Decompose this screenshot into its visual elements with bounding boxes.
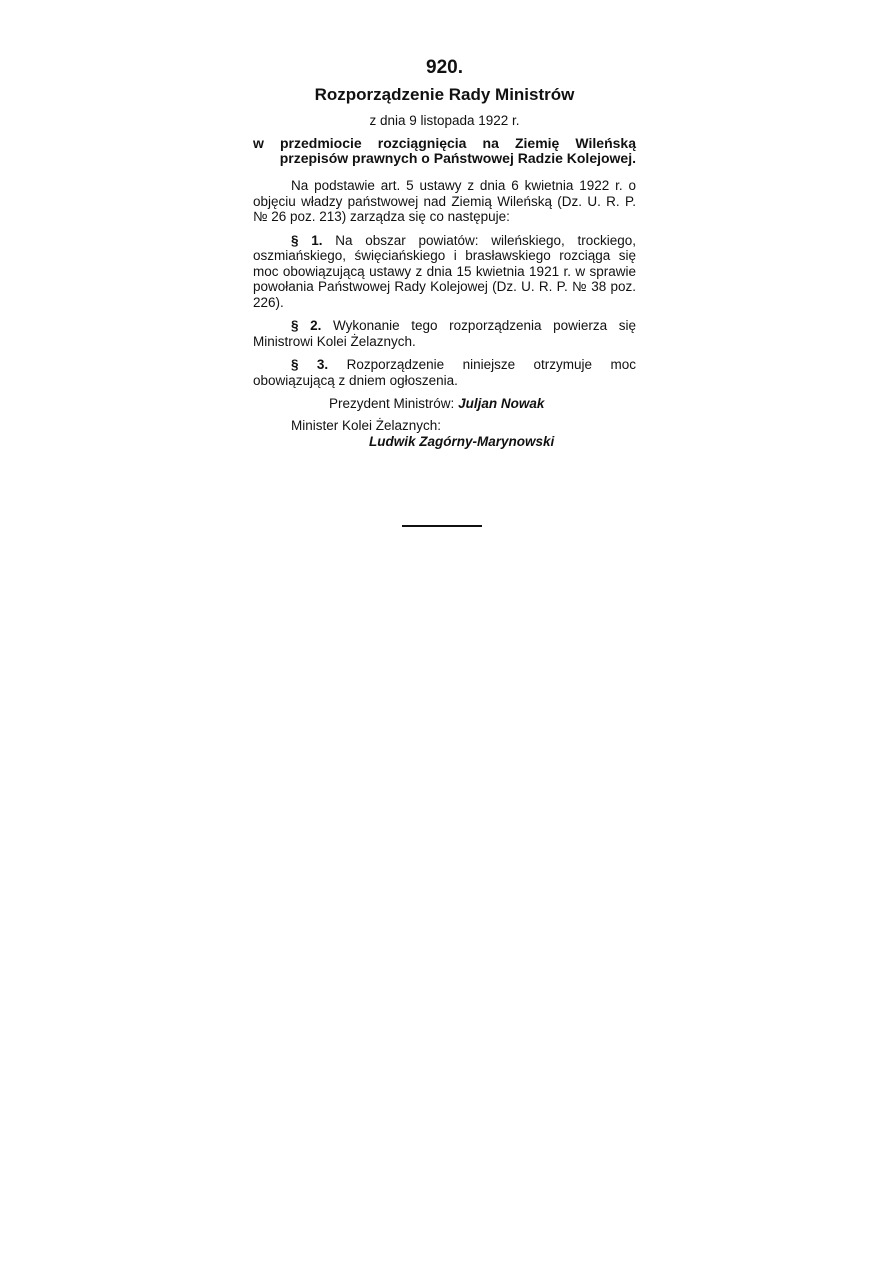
section-2-label: § 2.	[291, 318, 322, 333]
document-number: 920.	[426, 57, 463, 78]
section-2	[253, 318, 636, 349]
prime-minister-signature	[253, 396, 636, 412]
section-1-text: Na obszar powiatów: wileńskiego, trockiego, oszmiańskiego, święciańskiego i brasławskiego rozciąga się moc obowiązującą ustawy z dnia 15 kwietnia 1921 r. w sprawie powołania Państwowej Rady Kolejowej (Dz. U. R. P. № 38 poz. 226).	[253, 232, 636, 310]
preamble-paragraph	[253, 178, 636, 225]
closing-divider	[402, 525, 482, 527]
document-subject: w przedmiocie rozciągnięcia na Ziemię Wileńską przepisów prawnych o Państwowej Radzie Kolejowej.	[253, 135, 636, 166]
prime-minister-title: Prezydent Ministrów:	[329, 396, 455, 411]
section-3-label: § 3.	[291, 357, 329, 372]
minister-title-line	[253, 418, 636, 434]
document-date: z dnia 9 listopada 1922 r.	[369, 113, 520, 128]
preamble-text: Na podstawie art. 5 ustawy z dnia 6 kwietnia 1922 r. o objęciu władzy państwowej nad Ziemią Wileńską (Dz. U. R. P. № 26 poz. 213) zarządza się co następuje:	[253, 178, 636, 224]
section-1	[253, 233, 636, 311]
document-title: Rozporządzenie Rady Ministrów	[314, 85, 575, 104]
minister-name-line	[253, 434, 636, 450]
section-2-text: Wykonanie tego rozporządzenia powierza się Ministrowi Kolei Żelaznych.	[253, 318, 636, 349]
section-3-text: Rozporządzenie niniejsze otrzymuje moc obowiązującą z dniem ogłoszenia.	[253, 357, 636, 388]
minister-name: Ludwik Zagórny-Marynowski	[369, 434, 555, 449]
minister-title: Minister Kolei Żelaznych:	[291, 418, 442, 433]
prime-minister-name: Juljan Nowak	[458, 396, 545, 411]
section-1-label: § 1.	[291, 232, 323, 248]
document-column	[253, 56, 636, 450]
section-3	[253, 357, 636, 388]
